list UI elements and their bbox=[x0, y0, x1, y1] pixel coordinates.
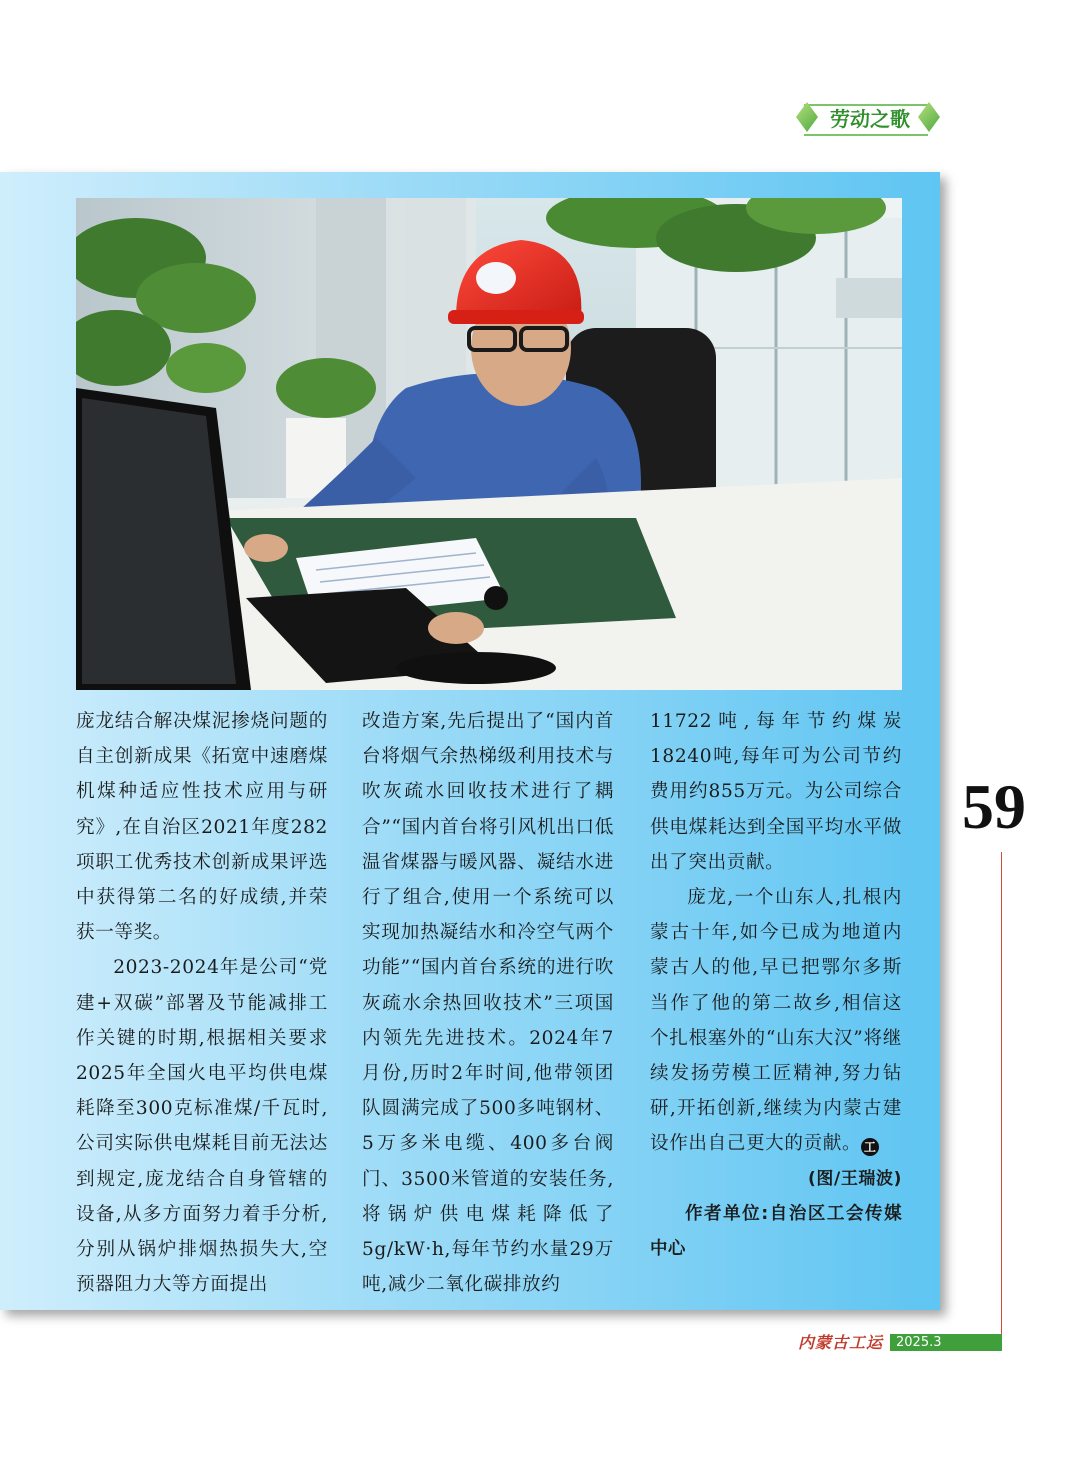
article-column-1 bbox=[76, 704, 328, 1302]
magazine-logo: 内蒙古工运 bbox=[798, 1333, 884, 1352]
issue-badge: 2025.3 bbox=[890, 1334, 1002, 1351]
paragraph: 庞龙结合解决煤泥掺烧问题的自主创新成果《拓宽中速磨煤机煤种适应性技术应用与研究》,在自治区2021年度282项职工优秀技术创新成果评选中获得第二名的好成绩,并荣获一等奖。 bbox=[76, 711, 328, 944]
paragraph: 改造方案,先后提出了“国内首台将烟气余热梯级利用技术与吹灰疏水回收技术进行了耦合”“国内首台将引风机出口低温省煤器与暖风器、凝结水进行了组合,使用一个系统可以实现加热凝结水和冷空气两个功能”“国内首台系统的进行吹灰疏水余热回收技术”三项国内领先先进技术。2024年7月份,历时2年时间,他带领团队圆满完成了500多吨钢材、5万多米电缆、400多台阀门、3500米管道的安装任务,将锅炉供电煤耗降低了5g/kW·h,每年节约水量29万吨,减少二氧化碳排放约 bbox=[362, 711, 614, 1296]
paragraph: 2023-2024年是公司“党建+双碳”部署及节能减排工作关键的时期,根据相关要求2025年全国火电平均供电煤耗降至300克标准煤/千瓦时,公司实际供电煤耗目前无法达到规定,庞龙结合自身管辖的设备,从多方面努力着手分析,分别从锅炉排烟热损失大,空预器阻力大等方面提出 bbox=[76, 957, 328, 1296]
page-rule bbox=[1001, 852, 1002, 1334]
paragraph-closing bbox=[650, 880, 902, 1162]
article-column-3 bbox=[650, 704, 902, 1267]
page-number: 59 bbox=[962, 771, 1026, 842]
end-mark-icon: 工 bbox=[861, 1138, 879, 1156]
article-column-2 bbox=[362, 704, 614, 1302]
section-tag bbox=[796, 92, 942, 142]
author-unit: 作者单位:自治区工会传媒中心 bbox=[650, 1203, 902, 1260]
article-photo bbox=[76, 198, 902, 690]
paragraph-text: 庞龙,一个山东人,扎根内蒙古十年,如今已成为地道内蒙古人的他,早已把鄂尔多斯当作了他的第二故乡,相信这个扎根塞外的“山东大汉”将继续发扬劳模工匠精神,努力钻研,开拓创新,继续为内蒙古建设作出自己更大的贡献。 bbox=[650, 887, 902, 1155]
photo-credit: (图/王瑞波) bbox=[808, 1168, 902, 1189]
paragraph: 11722吨,每年节约煤炭18240吨,每年可为公司节约费用约855万元。为公司综合供电煤耗达到全国平均水平做出了突出贡献。 bbox=[650, 711, 902, 873]
section-tag-label: 劳动之歌 bbox=[830, 107, 910, 131]
